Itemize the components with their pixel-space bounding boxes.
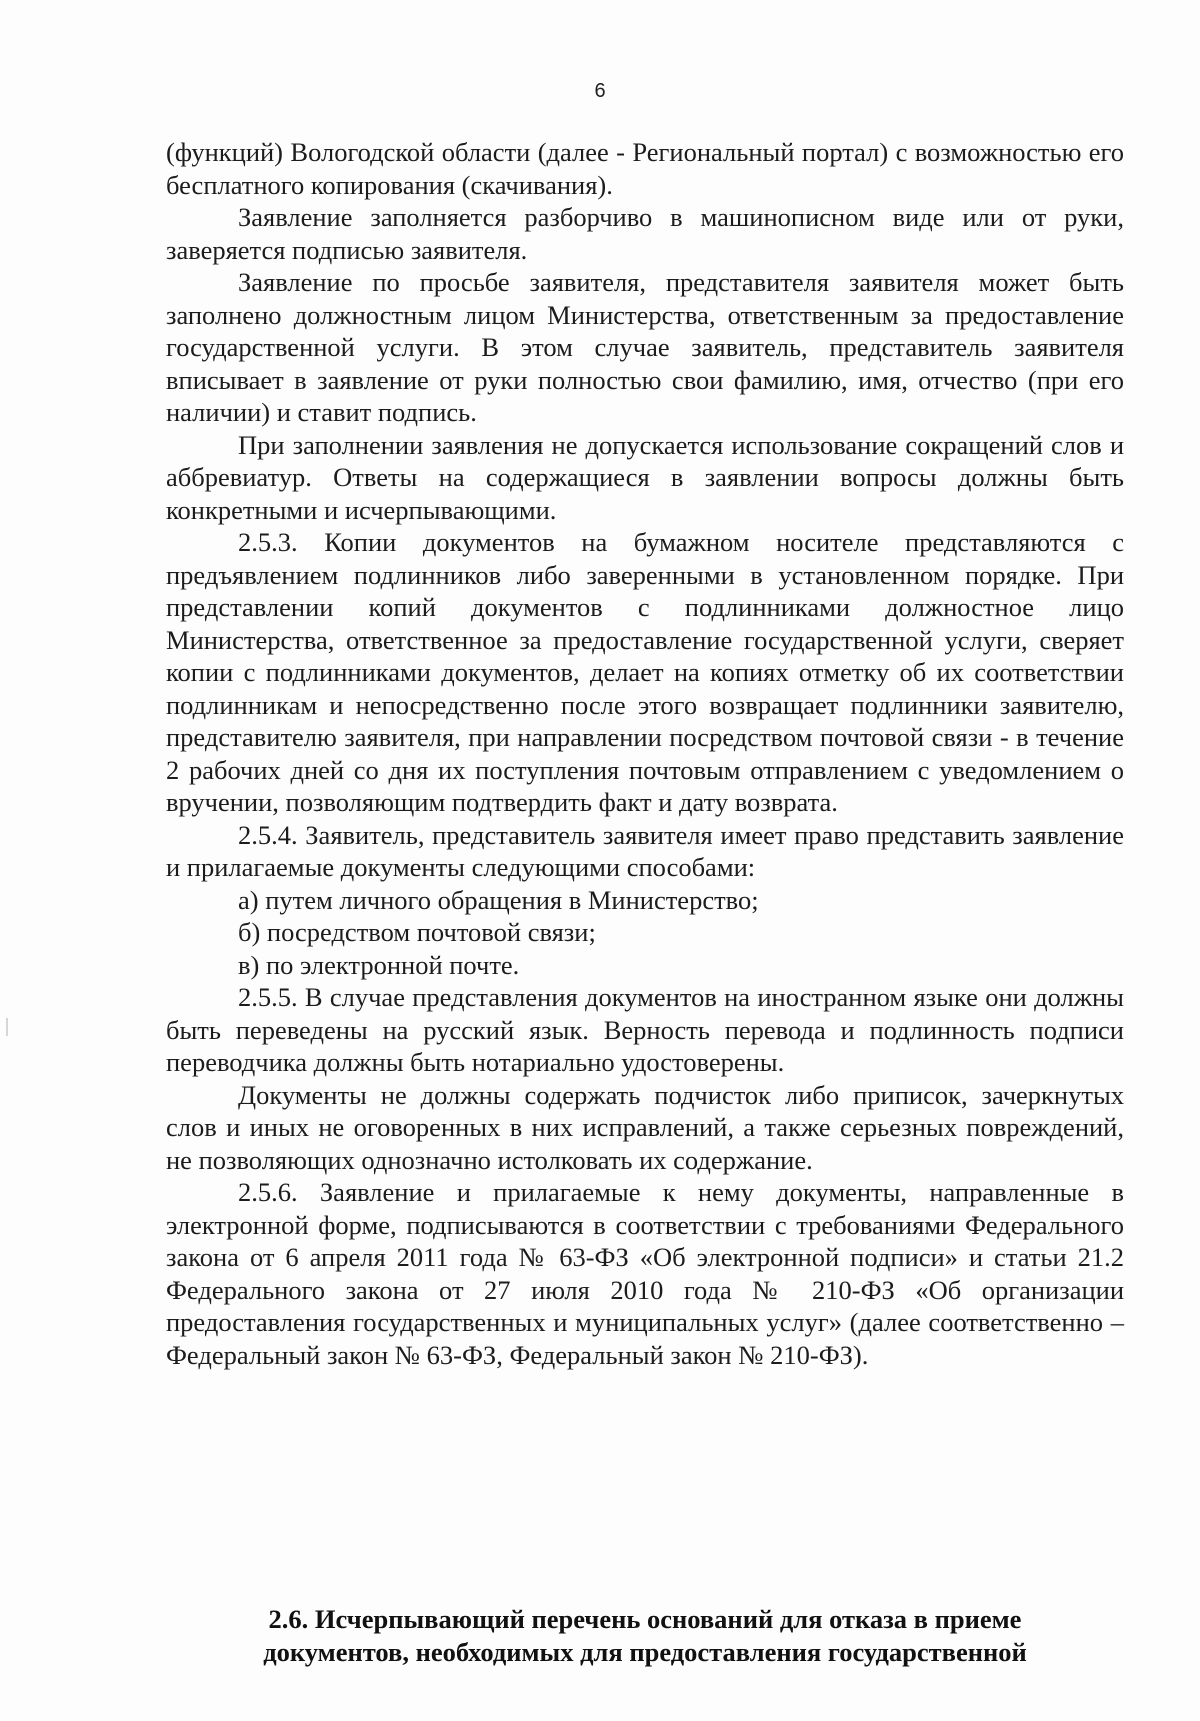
- paragraph: Заявление заполняется разборчиво в машинописном виде или от руки, заверяется подписью заявителя.: [166, 202, 1124, 265]
- list-item-c: в) по электронной почте.: [238, 949, 520, 980]
- paragraph: Заявление по просьбе заявителя, представителя заявителя может быть заполнено должностным лицом Министерства, ответственным за предоставление государственной услуги. В этом случае заявитель, представитель заявителя вписывает в заявление от руки полностью свои фамилию, имя, отчество (при его наличии) и ставит подпись.: [166, 267, 1124, 427]
- paragraph-2-5-6: 2.5.6. Заявление и прилагаемые к нему документы, направленные в электронной форме, подписываются в соответствии с требованиями Федерального закона от 6 апреля 2011 года № 63-ФЗ «Об электронной подписи» и статьи 21.2 Федерального закона от 27 июля 2010 года № 210-ФЗ «Об организации предоставления государственных и муниципальных услуг» (далее соответственно – Федеральный закон № 63-ФЗ, Федеральный закон № 210-ФЗ).: [166, 1177, 1124, 1370]
- section-heading-line: документов, необходимых для предоставления государственной: [263, 1637, 1027, 1667]
- paragraph: Документы не должны содержать подчисток либо приписок, зачеркнутых слов и иных не оговоренных в них исправлений, а также серьезных повреждений, не позволяющих однозначно истолковать их содержание.: [166, 1079, 1124, 1175]
- scan-artifact: [6, 1018, 8, 1036]
- paragraph-2-5-3: 2.5.3. Копии документов на бумажном носителе представляются с предъявлением подлинников либо заверенными в установленном порядке. При представлении копий документов с подлинниками должностное лицо Министерства, ответственное за предоставление государственной услуги, сверяет копии с подлинниками документов, делает на копиях отметку об их соответствии подлинникам и непосредственно после этого возвращает подлинники заявителю, представителю заявителя, при направлении посредством почтовой связи - в течение 2 рабочих дней со дня их поступления почтовым отправлением с уведомлением о вручении, позволяющим подтвердить факт и дату возврата.: [166, 527, 1124, 817]
- section-heading-2-6: [166, 1603, 1124, 1669]
- section-heading-line: 2.6. Исчерпывающий перечень оснований для отказа в приеме: [268, 1604, 1022, 1634]
- document-body: [166, 136, 1124, 1371]
- paragraph-2-5-5: 2.5.5. В случае представления документов на иностранном языке они должны быть переведены на русский язык. Верность перевода и подлинность подписи переводчика должны быть нотариально удостоверены.: [166, 982, 1124, 1077]
- paragraph-continuation: (функций) Вологодской области (далее - Региональный портал) с возможностью его бесплатного копирования (скачивания).: [166, 137, 1124, 200]
- page-number: 6: [594, 80, 606, 102]
- paragraph: При заполнении заявления не допускается использование сокращений слов и аббревиатур. Ответы на содержащиеся в заявлении вопросы должны быть конкретными и исчерпывающими.: [166, 429, 1124, 525]
- list-item-b: б) посредством почтовой связи;: [238, 917, 596, 947]
- list-item-a: а) путем личного обращения в Министерство;: [238, 884, 759, 915]
- paragraph-2-5-4: 2.5.4. Заявитель, представитель заявителя имеет право представить заявление и прилагаемые документы следующими способами:: [166, 819, 1124, 882]
